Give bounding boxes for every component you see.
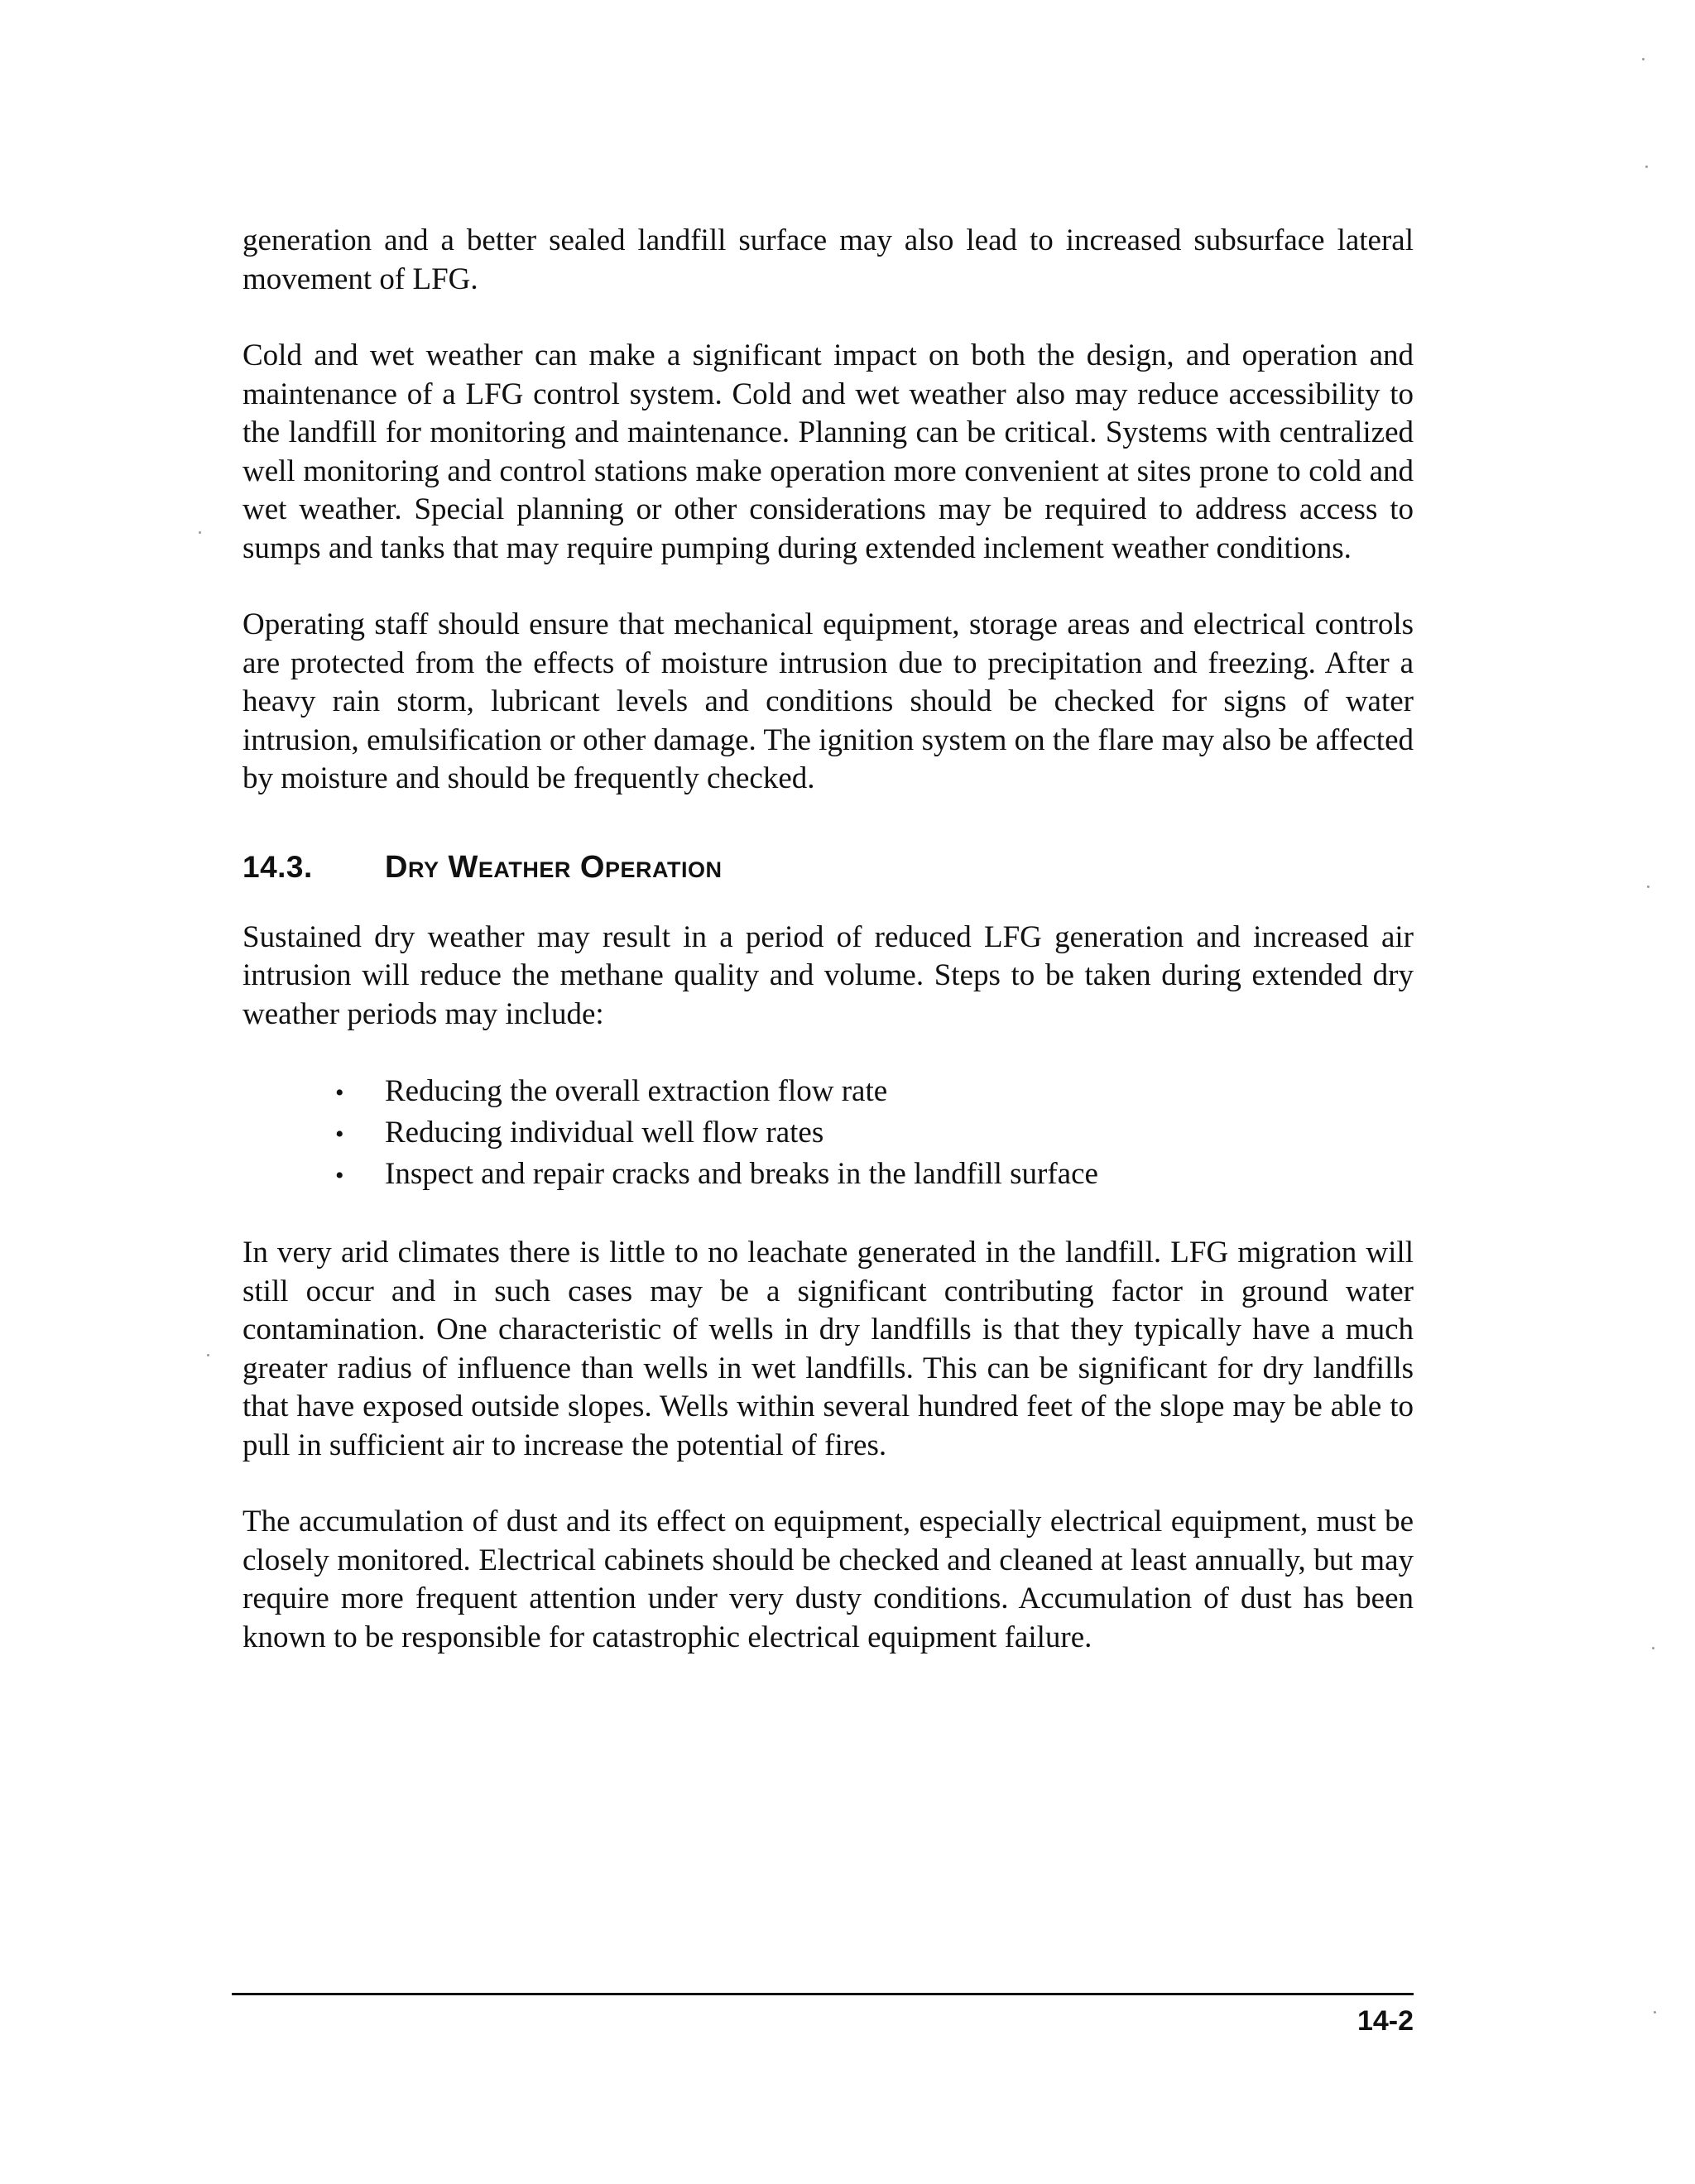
scan-speck <box>1654 2011 1656 2014</box>
paragraph-dry-weather-intro: Sustained dry weather may result in a period of reduced LFG generation and increased air intrusion will reduce the methane quality and volume. Steps to be taken during extended dry weather periods may include: <box>242 919 1414 1031</box>
section-heading <box>242 850 1414 886</box>
scan-speck <box>199 531 201 534</box>
list-item <box>242 1072 1414 1113</box>
list-item-text: Reducing the overall extraction flow rate <box>385 1074 888 1108</box>
paragraph-lateral-movement: generation and a better sealed landfill surface may also lead to increased subsurface lateral movement of LFG. <box>242 223 1414 296</box>
list-item-text: Inspect and repair cracks and breaks in the landfill surface <box>385 1157 1098 1191</box>
scan-speck <box>1647 886 1649 888</box>
page-number: 14-2 <box>1356 2005 1414 2037</box>
section-number: 14.3. <box>242 849 313 884</box>
page-body <box>242 222 1414 1695</box>
paragraph-operating-staff: Operating staff should ensure that mechanical equipment, storage areas and electrical controls are protected from the effects of moisture intrusion due to precipitation and freezing. After a heavy rain storm, lubricant levels and conditions should be checked for signs of water intrusion, emulsification or other damage. The ignition system on the flare may also be affected by moisture and should be frequently checked. <box>242 607 1414 795</box>
list-item-text: Reducing individual well flow rates <box>385 1116 824 1150</box>
bullet-icon: • <box>335 1162 344 1189</box>
scan-speck <box>207 1354 209 1356</box>
list-item <box>242 1113 1414 1154</box>
footer-divider <box>232 1993 1414 1995</box>
scan-speck <box>1645 166 1648 168</box>
bullet-icon: • <box>335 1121 344 1148</box>
steps-list <box>242 1072 1414 1196</box>
list-item <box>242 1154 1414 1196</box>
scan-speck <box>1652 1647 1654 1649</box>
paragraph-dust-accumulation: The accumulation of dust and its effect on equipment, especially electrical equipment, must be closely monitored. Electrical cabinets should be checked and cleaned at least annually, but may require more frequent attention under very dusty conditions. Accumulation of dust has been known to be responsible for catastrophic electrical equipment failure. <box>242 1505 1414 1654</box>
section-title: Dry Weather Operation <box>385 849 723 885</box>
paragraph-arid-climates: In very arid climates there is little to no leachate generated in the landfill. LFG migration will still occur and in such cases may be a significant contributing factor in ground water contamination. One characteristic of wells in dry landfills is that they typically have a much greater radius of influence than wells in wet landfills. This can be significant for dry landfills that have exposed outside slopes. Wells within several hundred feet of the slope may be able to pull in sufficient air to increase the potential of fires. <box>242 1236 1414 1462</box>
scan-speck <box>1642 58 1645 60</box>
bullet-icon: • <box>335 1079 344 1106</box>
paragraph-cold-wet-weather: Cold and wet weather can make a significant impact on both the design, and operation and maintenance of a LFG control system. Cold and wet weather also may reduce accessibility to the landfill for monitoring and maintenance. Planning can be critical. Systems with centralized well monitoring and control stations make operation more convenient at sites prone to cold and wet weather. Special planning or other considerations may be required to address access to sumps and tanks that may require pumping during extended inclement weather conditions. <box>242 338 1414 565</box>
